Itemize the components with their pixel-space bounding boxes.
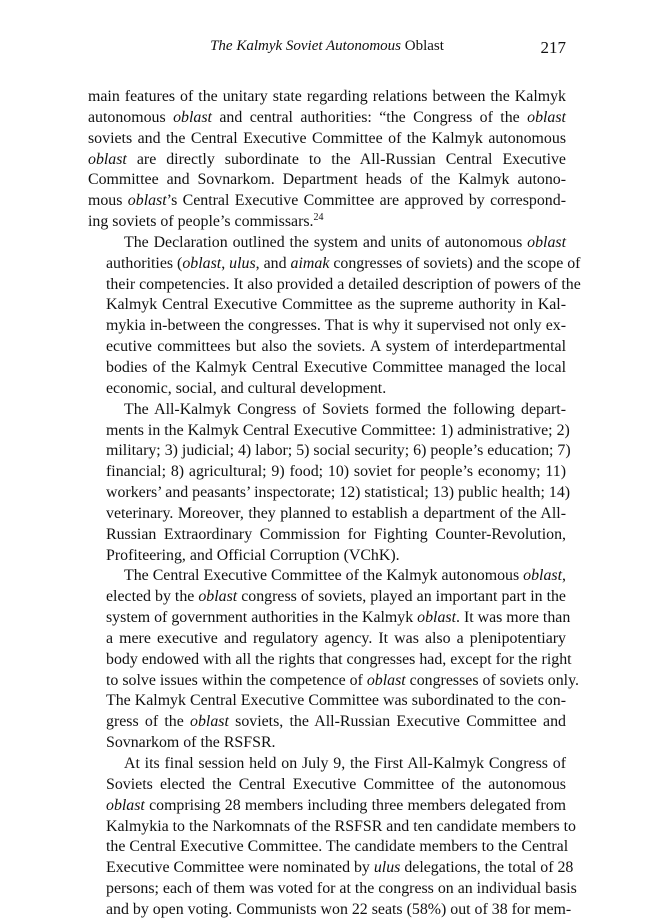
text-line: Kalmyk Central Executive Committee as the supreme authority in Kal- — [106, 296, 566, 314]
text-line: elected by the oblast congress of soviets, played an important part in the — [106, 588, 566, 606]
italic-term: ulus — [229, 254, 256, 272]
footnote-ref: 24 — [313, 212, 324, 224]
text-line: Committee and Sovnarkom. Department heads of the Kalmyk autono- — [88, 171, 566, 189]
running-title-roman: Oblast — [404, 38, 444, 54]
text-line: ments in the Kalmyk Central Executive Committee: 1) administrative; 2) — [106, 421, 570, 439]
text-line: their competencies. It also provided a detailed description of powers of the — [106, 275, 581, 293]
text-line: ing soviets of people’s commissars.$^{24}$ — [88, 212, 324, 231]
text-line: and by open voting. Communists won 22 seats (58%) out of 38 for mem- — [106, 900, 572, 918]
body-text — [88, 87, 581, 921]
running-head — [88, 38, 566, 62]
text-line: mous oblast’s Central Executive Committee are approved by correspond- — [88, 192, 566, 210]
text-line: main features of the unitary state regarding relations between the Kalmyk — [88, 88, 566, 105]
text-line: economic, social, and cultural development. — [106, 379, 387, 397]
text-line: persons; each of them was voted for at the congress on an individual basis — [106, 880, 577, 898]
italic-term: oblast — [88, 150, 127, 168]
text-line: authorities (oblast, ulus, and aimak congresses of soviets) and the scope of — [106, 254, 581, 272]
text-line: gress of the oblast soviets, the All-Russian Executive Committee and — [106, 713, 566, 731]
text-line: mykia in-between the congresses. That is why it supervised not only ex- — [106, 317, 566, 335]
italic-term: oblast — [106, 796, 145, 814]
italic-term: oblast — [182, 254, 222, 272]
text-line: autonomous oblast and central authorities: “the Congress of the oblast — [88, 108, 566, 126]
text-line: Sovnarkom of the RSFSR. — [106, 734, 276, 752]
text-line: soviets and the Central Executive Committee of the Kalmyk autonomous — [88, 129, 566, 147]
text-line: veterinary. Moreover, they planned to establish a department of the All- — [106, 504, 566, 522]
text-line: to solve issues within the competence of oblast congresses of soviets only. — [106, 671, 579, 689]
text-line: oblast are directly subordinate to the All-Russian Central Executive — [88, 150, 566, 168]
paragraph — [88, 566, 579, 754]
paragraph — [88, 87, 566, 233]
text-line: Soviets elected the Central Executive Committee of the autonomous — [106, 775, 566, 793]
text-line: At its final session held on July 9, the First All-Kalmyk Congress of — [124, 755, 566, 772]
text-line: military; 3) judicial; 4) labor; 5) social security; 6) people’s education; 7) — [106, 442, 571, 460]
text-line: Profiteering, and Official Corruption (VChK). — [106, 546, 400, 564]
text-line: system of government authorities in the Kalmyk oblast. It was more than — [106, 609, 571, 627]
paragraph — [88, 400, 571, 567]
running-title — [88, 38, 566, 55]
text-line: the Central Executive Committee. The candidate members to the Central — [106, 838, 569, 856]
italic-term: oblast — [417, 609, 456, 627]
text-line: ecutive committees but also the soviets. A system of interdepartmental — [106, 338, 566, 356]
text-line: The Kalmyk Central Executive Committee was subordinated to the con- — [106, 692, 566, 710]
italic-term: oblast — [198, 588, 238, 606]
italic-term: oblast — [190, 713, 229, 731]
running-title-italic: The Kalmyk Soviet Autonomous — [210, 38, 402, 54]
text-line: Russian Extraordinary Commission for Fighting Counter-Revolution, — [106, 525, 566, 543]
italic-term: aimak — [290, 254, 330, 272]
text-line: body endowed with all the rights that congresses had, except for the right — [106, 650, 572, 668]
italic-term: oblast — [127, 192, 167, 210]
text-line: The All-Kalmyk Congress of Soviets formed the following depart- — [124, 400, 566, 418]
text-line: bodies of the Kalmyk Central Executive Committee managed the local — [106, 358, 566, 376]
text-line: workers’ and peasants’ inspectorate; 12) statistical; 13) public health; 14) — [106, 484, 571, 502]
italic-term: oblast — [527, 233, 566, 251]
page-number: 217 — [540, 38, 566, 57]
text-line: a mere executive and regulatory agency. It was also a plenipotentiary — [106, 629, 566, 647]
text-line: Kalmykia to the Narkomnats of the RSFSR and ten candidate members to — [106, 817, 577, 835]
italic-term: oblast — [366, 671, 406, 689]
italic-term: oblast — [173, 108, 212, 126]
text-line: The Declaration outlined the system and units of autonomous oblast — [124, 233, 566, 251]
italic-term: ulus — [373, 859, 401, 877]
paragraph — [88, 233, 581, 400]
italic-term: oblast — [527, 108, 566, 126]
text-line: The Central Executive Committee of the Kalmyk autonomous oblast, — [124, 567, 566, 585]
paragraph — [88, 754, 577, 921]
text-line: oblast comprising 28 members including three members delegated from — [106, 796, 566, 814]
text-line: Executive Committee were nominated by ulus delegations, the total of 28 — [106, 859, 574, 877]
text-line: financial; 8) agricultural; 9) food; 10) soviet for people’s economy; 11) — [106, 463, 566, 481]
italic-term: oblast — [523, 567, 563, 585]
